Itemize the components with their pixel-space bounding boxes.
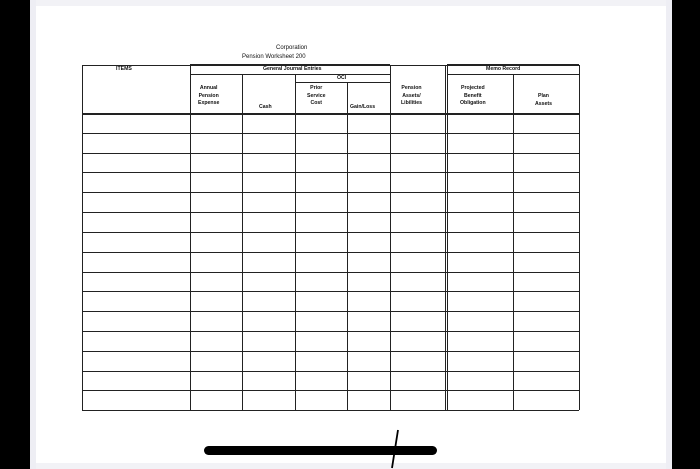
row-rule bbox=[82, 133, 579, 134]
column-divider bbox=[82, 65, 83, 410]
row-rule bbox=[82, 351, 579, 352]
row-rule bbox=[82, 291, 579, 292]
row-rule bbox=[82, 192, 579, 193]
row-rule bbox=[82, 331, 579, 332]
column-divider bbox=[390, 65, 391, 410]
header-projected-benefit-obligation: Projected Benefit Obligation bbox=[460, 85, 486, 106]
page-edge-right bbox=[666, 0, 672, 469]
header-prior-service-cost: Prior Service Cost bbox=[307, 85, 326, 106]
header-annual-pension-expense: Annual Pension Expense bbox=[198, 85, 220, 106]
row-rule bbox=[82, 113, 579, 114]
header-pension-assets-liabilities: Pension Assets/ Libilities bbox=[401, 85, 423, 106]
title-worksheet: Pension Worksheet 200 bbox=[242, 54, 306, 60]
row-rule bbox=[82, 252, 579, 253]
row-rule bbox=[82, 410, 579, 411]
header-oci: OCI bbox=[337, 75, 347, 81]
row-rule bbox=[82, 153, 579, 154]
column-divider bbox=[579, 65, 580, 410]
column-divider bbox=[242, 75, 243, 410]
header-general-journal: General Journal Entries bbox=[263, 66, 322, 72]
row-rule bbox=[82, 371, 579, 372]
title-corporation: Corporation bbox=[276, 45, 308, 51]
row-rule bbox=[82, 212, 579, 213]
row-rule bbox=[82, 272, 579, 273]
header-cash: Cash bbox=[259, 104, 272, 110]
row-rule bbox=[82, 172, 579, 173]
row-rule bbox=[82, 390, 579, 391]
rule-memo-top bbox=[447, 64, 579, 65]
column-divider bbox=[513, 75, 514, 410]
column-divider bbox=[447, 65, 448, 410]
header-memo-record: Memo Record bbox=[486, 66, 521, 72]
rule-general-bottom bbox=[190, 74, 390, 75]
header-plan-assets: Plan Assets bbox=[535, 93, 553, 107]
header-gain-loss: Gain/Loss bbox=[350, 104, 376, 110]
column-divider bbox=[190, 65, 191, 410]
header-items: ITEMS bbox=[116, 66, 132, 72]
row-rule bbox=[82, 232, 579, 233]
row-rule bbox=[82, 311, 579, 312]
pen-stroke-mark bbox=[384, 428, 414, 469]
column-divider bbox=[295, 75, 296, 410]
